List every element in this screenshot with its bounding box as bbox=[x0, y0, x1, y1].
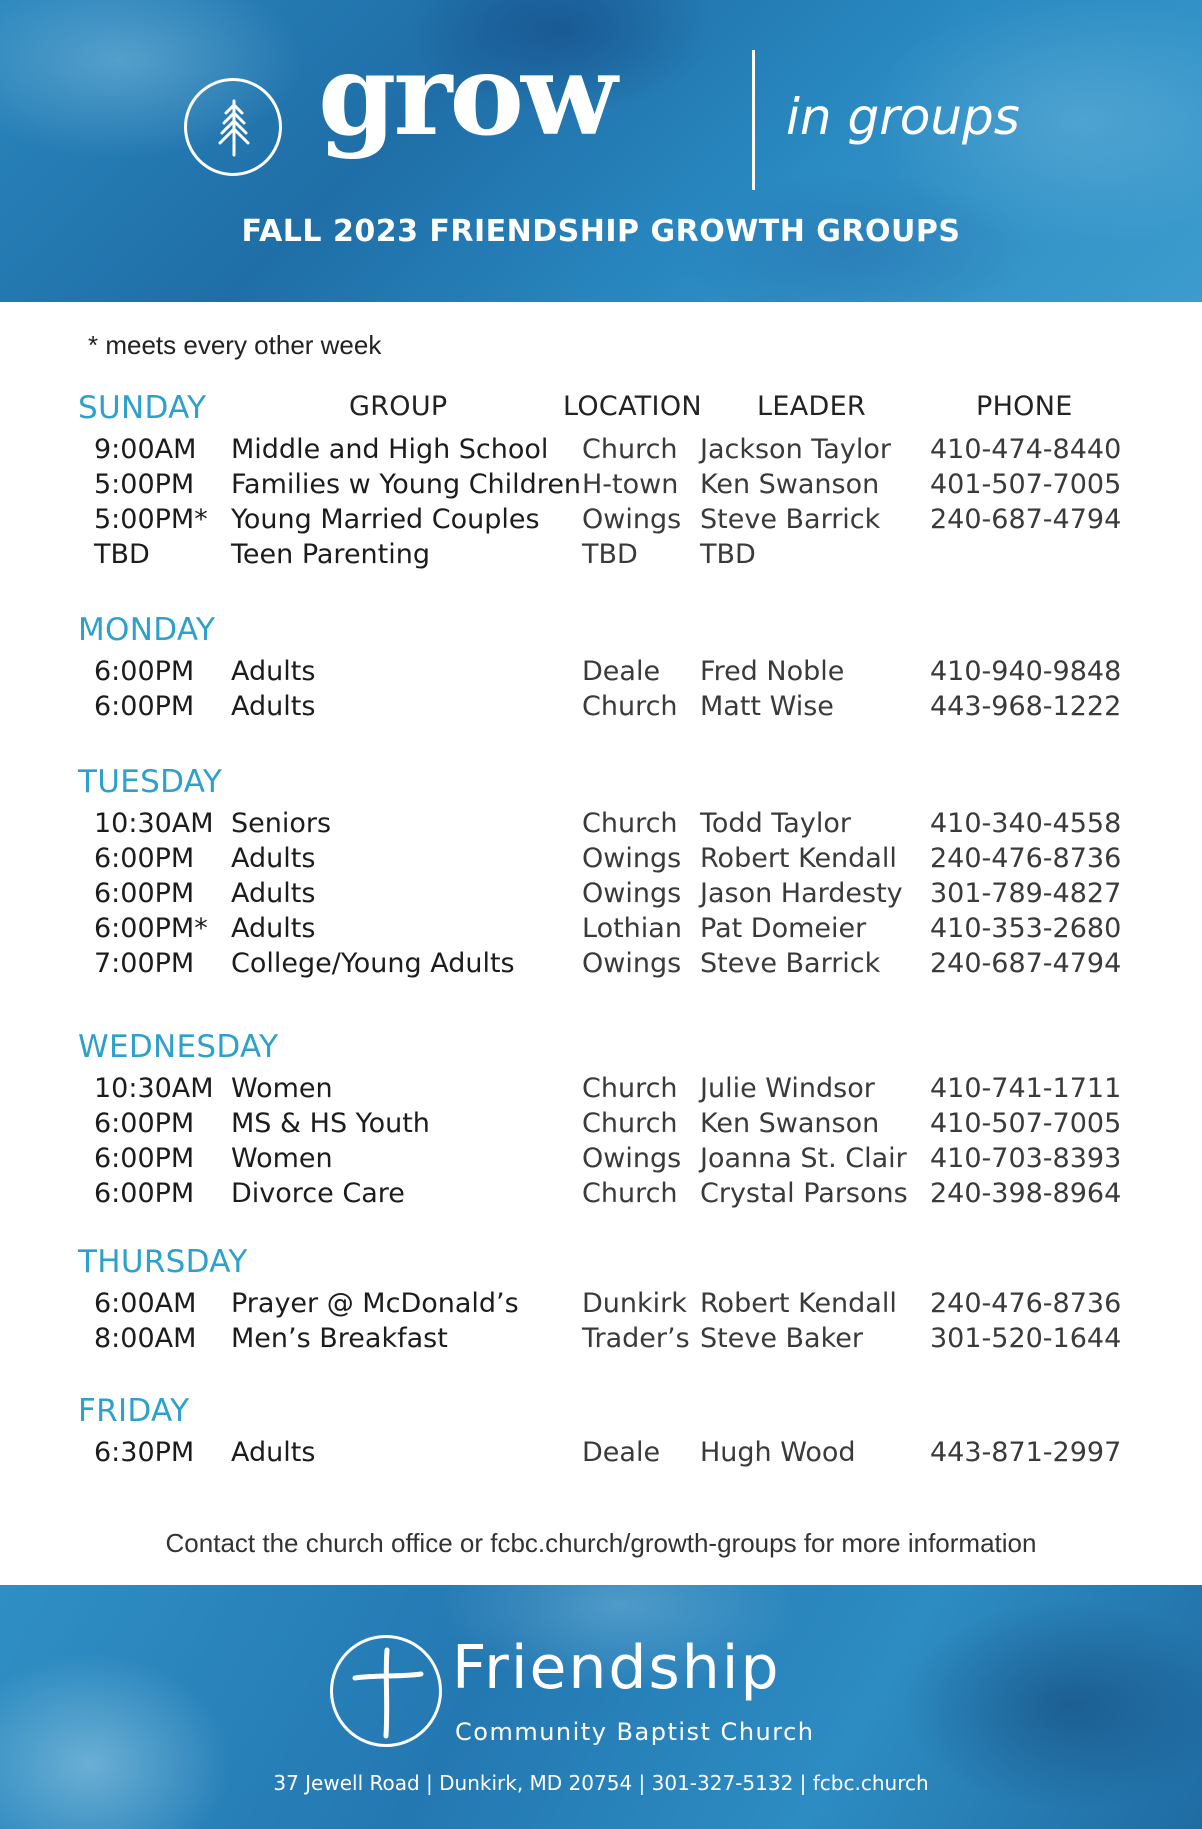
row-location: Owings bbox=[582, 843, 682, 874]
row-phone: 240-476-8736 bbox=[930, 1288, 1122, 1319]
row-phone: 410-703-8393 bbox=[930, 1143, 1122, 1174]
page-title: FALL 2023 FRIENDSHIP GROWTH GROUPS bbox=[241, 214, 961, 249]
row-phone: 240-687-4794 bbox=[930, 504, 1122, 535]
row-time: 6:30PM bbox=[94, 1437, 195, 1468]
row-group: Adults bbox=[231, 691, 316, 722]
church-address: 37 Jewell Road | Dunkirk, MD 20754 | 301-327-5132 | fcbc.church bbox=[273, 1771, 929, 1795]
column-header-phone: PHONE bbox=[976, 391, 1073, 422]
row-location: Church bbox=[582, 434, 678, 465]
row-location: Church bbox=[582, 808, 678, 839]
table-row bbox=[0, 539, 1202, 574]
row-location: Owings bbox=[582, 1143, 682, 1174]
row-leader: Todd Taylor bbox=[700, 808, 851, 839]
table-row bbox=[0, 1143, 1202, 1178]
row-time: 8:00AM bbox=[94, 1323, 197, 1354]
row-group: Families w Young Children bbox=[231, 469, 582, 500]
row-group: Women bbox=[231, 1073, 333, 1104]
row-leader: Crystal Parsons bbox=[700, 1178, 908, 1209]
row-phone: 301-789-4827 bbox=[930, 878, 1122, 909]
table-row bbox=[0, 1108, 1202, 1143]
day-header-sunday: SUNDAY bbox=[78, 390, 207, 426]
footnote: * meets every other week bbox=[88, 330, 382, 360]
row-group: Teen Parenting bbox=[231, 539, 431, 570]
row-leader: Jackson Taylor bbox=[700, 434, 891, 465]
row-leader: Hugh Wood bbox=[700, 1437, 856, 1468]
row-group: Divorce Care bbox=[231, 1178, 405, 1209]
row-location: Trader’s bbox=[582, 1323, 690, 1354]
row-time: 5:00PM bbox=[94, 469, 195, 500]
row-time: 10:30AM bbox=[94, 808, 214, 839]
table-row bbox=[0, 656, 1202, 691]
logo-grow-word: grow bbox=[318, 30, 615, 161]
row-group: Adults bbox=[231, 656, 316, 687]
row-location: Owings bbox=[582, 878, 682, 909]
row-location: H-town bbox=[582, 469, 679, 500]
row-time: 6:00PM bbox=[94, 878, 195, 909]
day-header-friday: FRIDAY bbox=[78, 1393, 190, 1429]
row-time: 9:00AM bbox=[94, 434, 197, 465]
row-leader: Pat Domeier bbox=[700, 913, 867, 944]
row-location: Deale bbox=[582, 1437, 661, 1468]
row-location: Owings bbox=[582, 504, 682, 535]
table-row bbox=[0, 504, 1202, 539]
row-location: Dunkirk bbox=[582, 1288, 687, 1319]
row-time: 6:00PM bbox=[94, 843, 195, 874]
table-row bbox=[0, 1073, 1202, 1108]
row-phone: 443-871-2997 bbox=[930, 1437, 1122, 1468]
row-location: Lothian bbox=[582, 913, 682, 944]
row-phone: 410-474-8440 bbox=[930, 434, 1122, 465]
row-leader: Robert Kendall bbox=[700, 843, 897, 874]
contact-info: Contact the church office or fcbc.church/growth-groups for more information bbox=[165, 1528, 1037, 1558]
row-group: Young Married Couples bbox=[231, 504, 540, 535]
row-time: 6:00PM* bbox=[94, 913, 208, 944]
row-leader: Matt Wise bbox=[700, 691, 834, 722]
table-row bbox=[0, 434, 1202, 469]
row-leader: Steve Baker bbox=[700, 1323, 863, 1354]
row-time: 6:00AM bbox=[94, 1288, 197, 1319]
row-time: 10:30AM bbox=[94, 1073, 214, 1104]
table-row bbox=[0, 843, 1202, 878]
row-group: Middle and High School bbox=[231, 434, 549, 465]
row-phone: 410-507-7005 bbox=[930, 1108, 1122, 1139]
table-row bbox=[0, 808, 1202, 843]
row-leader: Ken Swanson bbox=[700, 1108, 880, 1139]
row-location: TBD bbox=[582, 539, 638, 570]
row-leader: Fred Noble bbox=[700, 656, 845, 687]
row-phone: 410-340-4558 bbox=[930, 808, 1122, 839]
row-leader: Julie Windsor bbox=[700, 1073, 875, 1104]
row-group: Seniors bbox=[231, 808, 332, 839]
column-header-leader: LEADER bbox=[757, 391, 866, 422]
row-location: Owings bbox=[582, 948, 682, 979]
column-header-group: GROUP bbox=[349, 391, 448, 422]
church-subtitle: Community Baptist Church bbox=[455, 1718, 815, 1746]
table-row bbox=[0, 1437, 1202, 1472]
table-row bbox=[0, 469, 1202, 504]
row-time: TBD bbox=[94, 539, 150, 570]
row-leader: Robert Kendall bbox=[700, 1288, 897, 1319]
church-name: Friendship bbox=[452, 1633, 781, 1703]
row-phone: 410-353-2680 bbox=[930, 913, 1122, 944]
tree-icon bbox=[209, 97, 259, 159]
day-header-thursday: THURSDAY bbox=[78, 1244, 248, 1280]
tagline: in groups bbox=[786, 88, 1020, 146]
row-group: MS & HS Youth bbox=[231, 1108, 430, 1139]
row-phone: 240-398-8964 bbox=[930, 1178, 1122, 1209]
table-row bbox=[0, 913, 1202, 948]
row-phone: 240-476-8736 bbox=[930, 843, 1122, 874]
column-header-location: LOCATION bbox=[563, 391, 702, 422]
day-header-tuesday: TUESDAY bbox=[78, 764, 223, 800]
day-header-wednesday: WEDNESDAY bbox=[78, 1029, 279, 1065]
header-divider bbox=[752, 50, 755, 190]
row-group: Men’s Breakfast bbox=[231, 1323, 448, 1354]
row-group: Adults bbox=[231, 913, 316, 944]
row-group: Adults bbox=[231, 878, 316, 909]
row-time: 6:00PM bbox=[94, 656, 195, 687]
table-row bbox=[0, 1323, 1202, 1358]
table-row bbox=[0, 1288, 1202, 1323]
table-row bbox=[0, 878, 1202, 913]
row-time: 6:00PM bbox=[94, 1178, 195, 1209]
row-location: Deale bbox=[582, 656, 661, 687]
row-leader: Steve Barrick bbox=[700, 504, 881, 535]
tree-logo bbox=[184, 78, 282, 176]
footer-banner bbox=[0, 1585, 1202, 1829]
table-row bbox=[0, 948, 1202, 983]
row-phone: 401-507-7005 bbox=[930, 469, 1122, 500]
row-phone: 410-741-1711 bbox=[930, 1073, 1122, 1104]
table-row bbox=[0, 1178, 1202, 1213]
cross-icon bbox=[347, 1644, 427, 1740]
header-banner bbox=[0, 0, 1202, 302]
row-group: Prayer @ McDonald’s bbox=[231, 1288, 519, 1319]
row-group: College/Young Adults bbox=[231, 948, 515, 979]
row-group: Adults bbox=[231, 1437, 316, 1468]
row-phone: 410-940-9848 bbox=[930, 656, 1122, 687]
row-time: 6:00PM bbox=[94, 1108, 195, 1139]
row-time: 5:00PM* bbox=[94, 504, 208, 535]
row-phone: 240-687-4794 bbox=[930, 948, 1122, 979]
row-time: 7:00PM bbox=[94, 948, 195, 979]
row-phone: 443-968-1222 bbox=[930, 691, 1122, 722]
row-group: Adults bbox=[231, 843, 316, 874]
day-header-monday: MONDAY bbox=[78, 612, 216, 648]
church-logo bbox=[330, 1635, 442, 1747]
row-leader: Jason Hardesty bbox=[700, 878, 903, 909]
row-leader: Ken Swanson bbox=[700, 469, 880, 500]
row-time: 6:00PM bbox=[94, 691, 195, 722]
row-location: Church bbox=[582, 1108, 678, 1139]
table-row bbox=[0, 691, 1202, 726]
row-time: 6:00PM bbox=[94, 1143, 195, 1174]
row-phone: 301-520-1644 bbox=[930, 1323, 1122, 1354]
row-leader: Steve Barrick bbox=[700, 948, 881, 979]
row-leader: TBD bbox=[700, 539, 756, 570]
row-leader: Joanna St. Clair bbox=[700, 1143, 907, 1174]
row-location: Church bbox=[582, 1073, 678, 1104]
row-location: Church bbox=[582, 691, 678, 722]
row-group: Women bbox=[231, 1143, 333, 1174]
row-location: Church bbox=[582, 1178, 678, 1209]
